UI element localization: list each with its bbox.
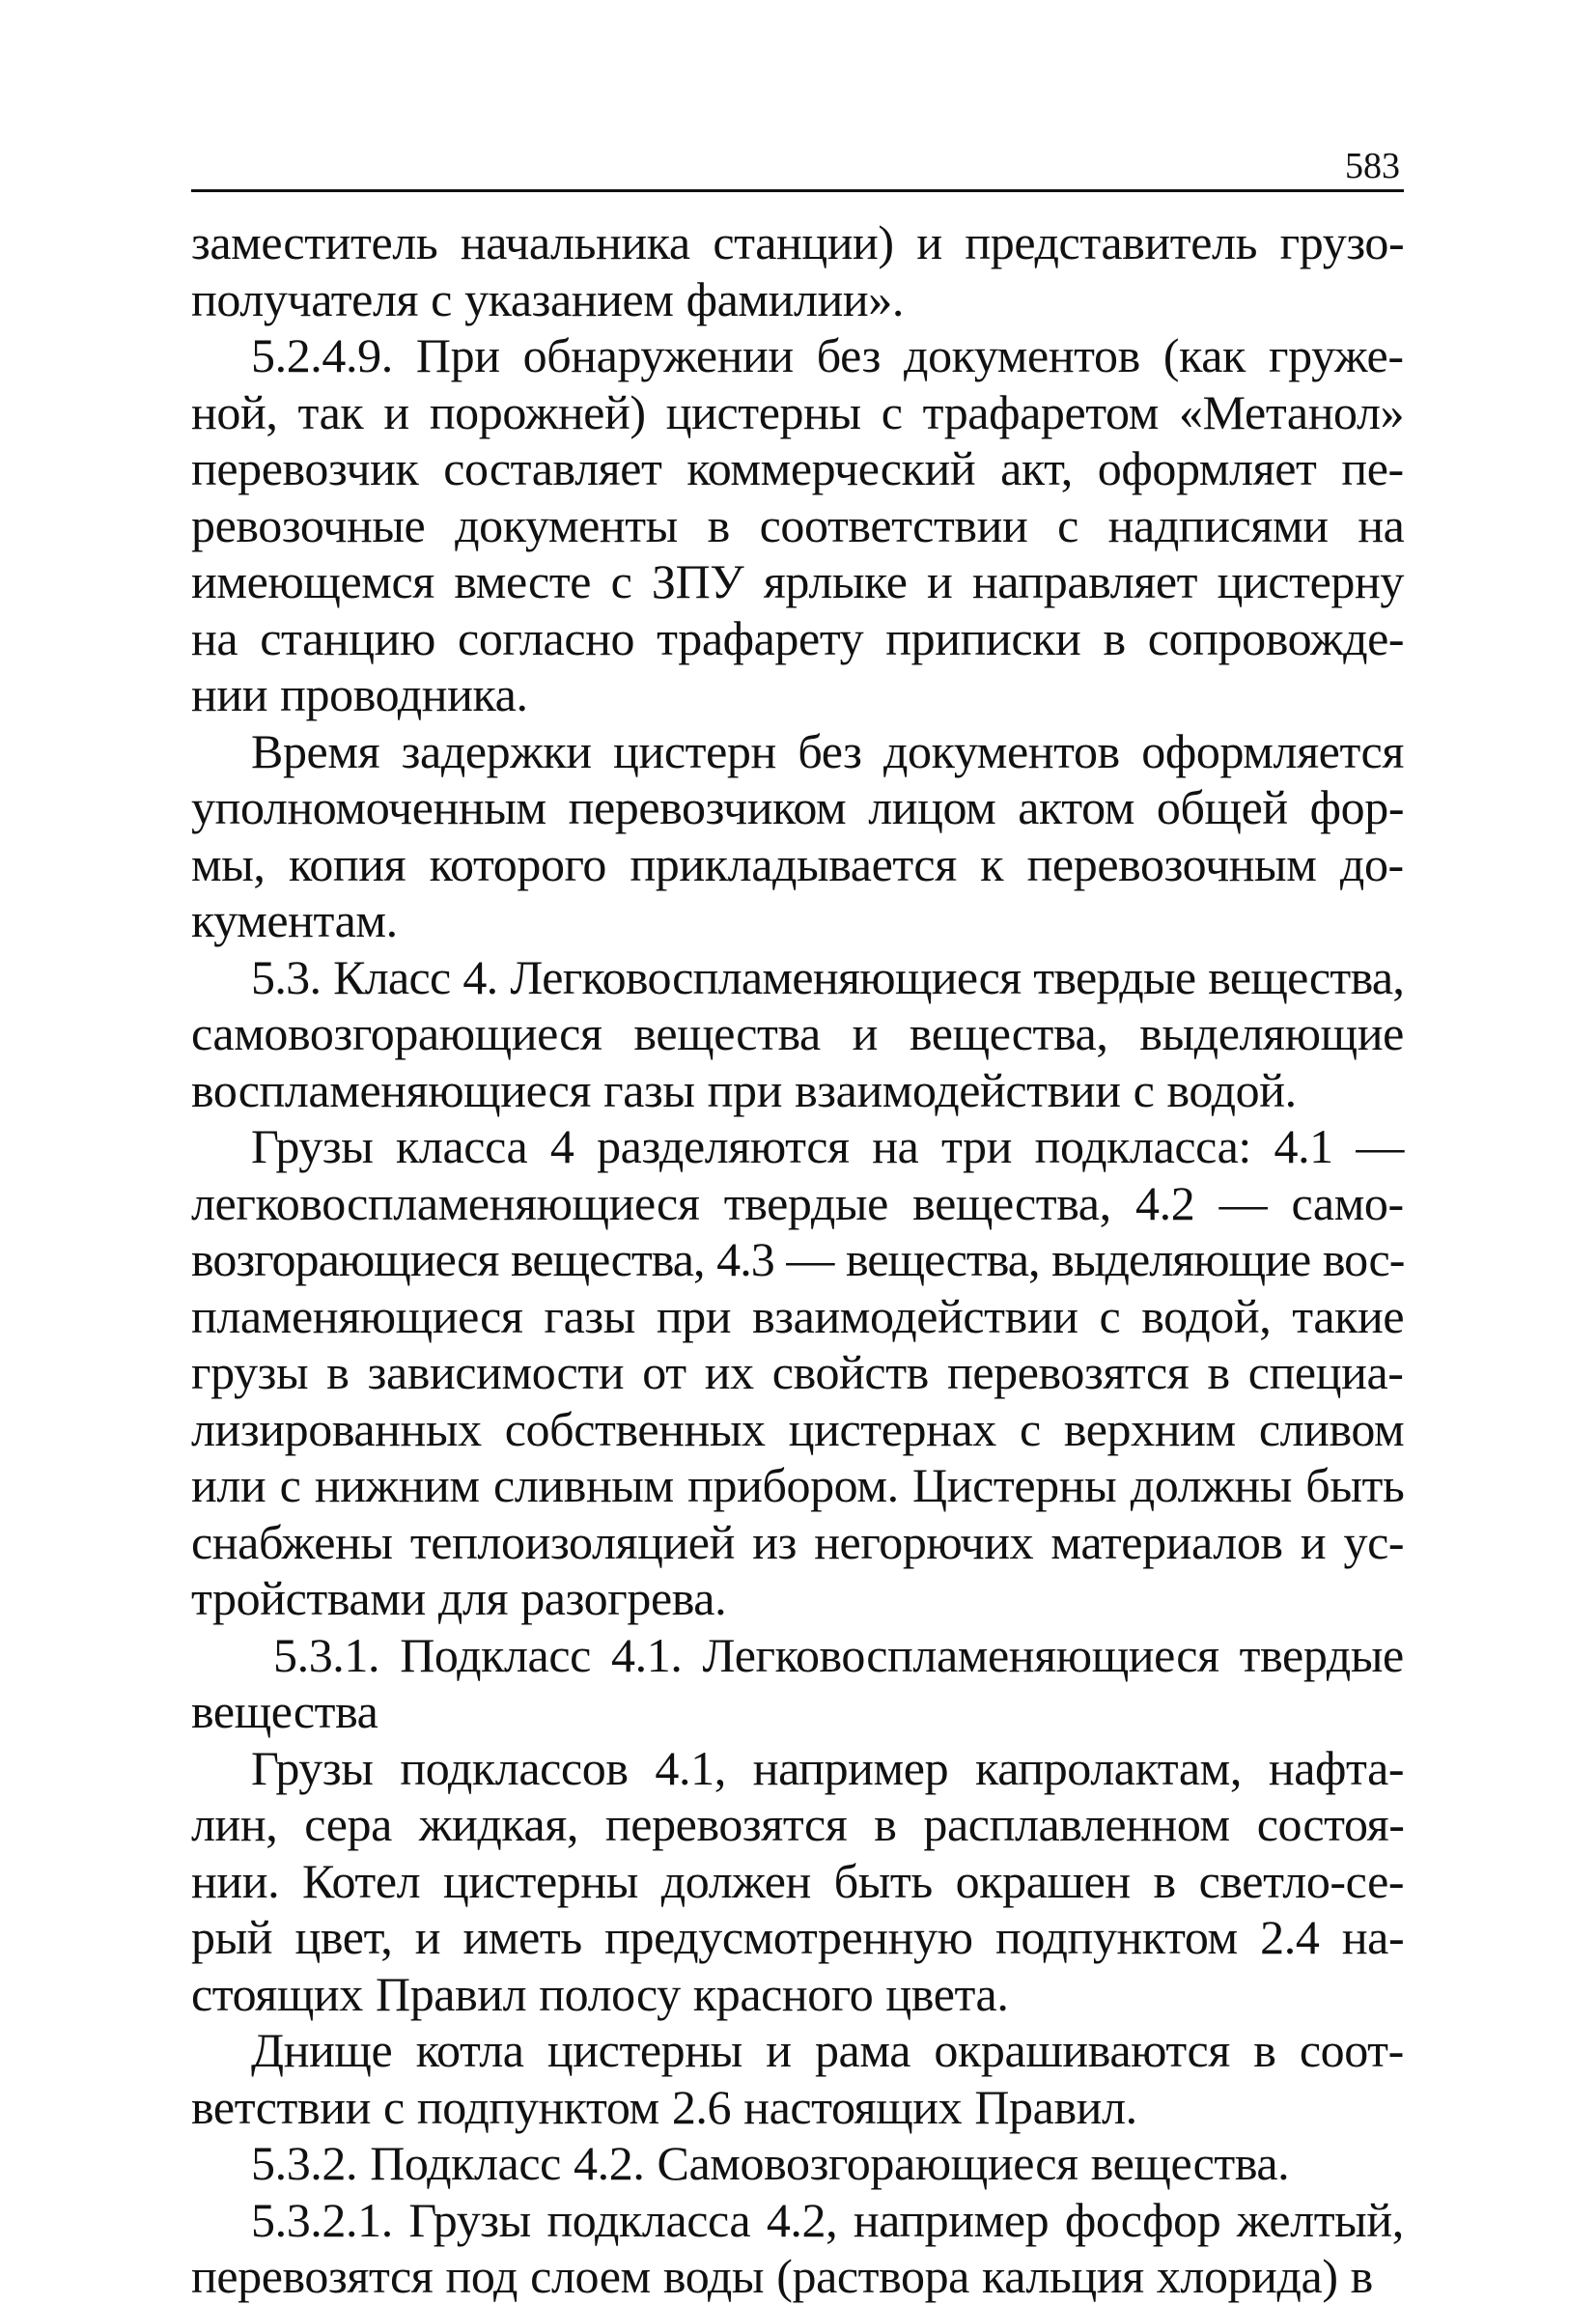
text-line: ветствии с подпунктом 2.6 настоящих Правил. [191,2079,1137,2134]
paragraph [191,2022,1404,2135]
text-line: 5.3.2.1. Грузы подкласса 4.2, например фосфор желтый, [251,2192,1404,2247]
text-line: нии проводника. [191,667,528,721]
text-line: ревозочные документы в соответствии с надписями на [191,497,1405,552]
text-line: имеющемся вместе с ЗПУ ярлыке и направляет цистерну [191,554,1404,608]
text-line: нии. Котел цистерны должен быть окрашен в светло-се- [191,1853,1405,1908]
text-line: перевозчик составляет коммерческий акт, оформляет пе- [191,441,1404,495]
paragraph [191,2135,1404,2192]
text-line: стоящих Правил полосу красного цвета. [191,1966,1009,2021]
body-text [191,214,1404,2305]
paragraph [191,2192,1404,2305]
paragraph [191,949,1404,1119]
text-line: Время задержки цистерн без документов оформляется [251,723,1404,778]
text-line: пламеняющиеся газы при взаимодействии с водой, такие [191,1288,1405,1343]
text-line: воспламеняющиеся газы при взаимодействии с водой. [191,1062,1297,1117]
paragraph [191,1740,1404,2023]
paragraph [191,327,1404,723]
text-line: Днище котла цистерны и рама окрашиваются в соот- [251,2023,1404,2077]
paragraph [191,214,1404,327]
text-line: 5.3.1. Подкласс 4.1. Легковоспламеняющиеся твердые [273,1627,1404,1682]
text-line: 5.3.2. Подкласс 4.2. Самовозгорающиеся вещества. [251,2136,1290,2190]
text-line: ной, так и порожней) цистерны с трафаретом «Метанол» [191,384,1405,439]
text-line: мы, копия которого прикладывается к перевозочным до- [191,836,1404,891]
page-number: 583 [1345,146,1400,186]
text-line: кументам. [191,893,398,947]
text-line: вещества [191,1684,378,1738]
text-line: заместитель начальника станции) и представитель грузо- [191,215,1405,269]
text-line: уполномоченным перевозчиком лицом актом общей фор- [191,780,1405,834]
text-line: тройствами для разогрева. [191,1571,727,1625]
text-line: 5.2.4.9. При обнаружении без документов (как груже- [251,328,1404,382]
header-rule [191,189,1404,192]
text-line: легковоспламеняющиеся твердые вещества, 4.2 — само- [191,1175,1404,1230]
paragraph [191,723,1404,949]
text-line: на станцию согласно трафарету приписки в сопровожде- [191,610,1405,665]
text-line: лин, сера жидкая, перевозятся в расплавленном состоя- [191,1797,1405,1851]
text-line: перевозятся под слоем воды (раствора кальция хлорида) в [191,2249,1373,2303]
text-line: самовозгорающиеся вещества и вещества, выделяющие [191,1006,1404,1060]
text-line: Грузы класса 4 разделяются на три подкласса: 4.1 — [251,1119,1404,1173]
text-line: получателя с указанием фамилии». [191,271,904,326]
text-line: рый цвет, и иметь предусмотренную подпунктом 2.4 на- [191,1910,1405,1964]
text-line: грузы в зависимости от их свойств перевозятся в специа- [191,1345,1404,1399]
text-line: снабжены теплоизоляцией из негорючих материалов и ус- [191,1514,1405,1569]
text-line: возгорающиеся вещества, 4.3 — вещества, выделяющие вос- [191,1232,1405,1286]
text-line: Грузы подклассов 4.1, например капролактам, нафта- [251,1740,1405,1795]
text-line: или с нижним сливным прибором. Цистерны должны быть [191,1458,1405,1512]
paragraph [191,1627,1404,1740]
paragraph [191,1118,1404,1627]
text-line: 5.3. Класс 4. Легковоспламеняющиеся твердые вещества, [251,949,1405,1004]
text-line: лизированных собственных цистернах с верхним сливом [191,1401,1405,1456]
